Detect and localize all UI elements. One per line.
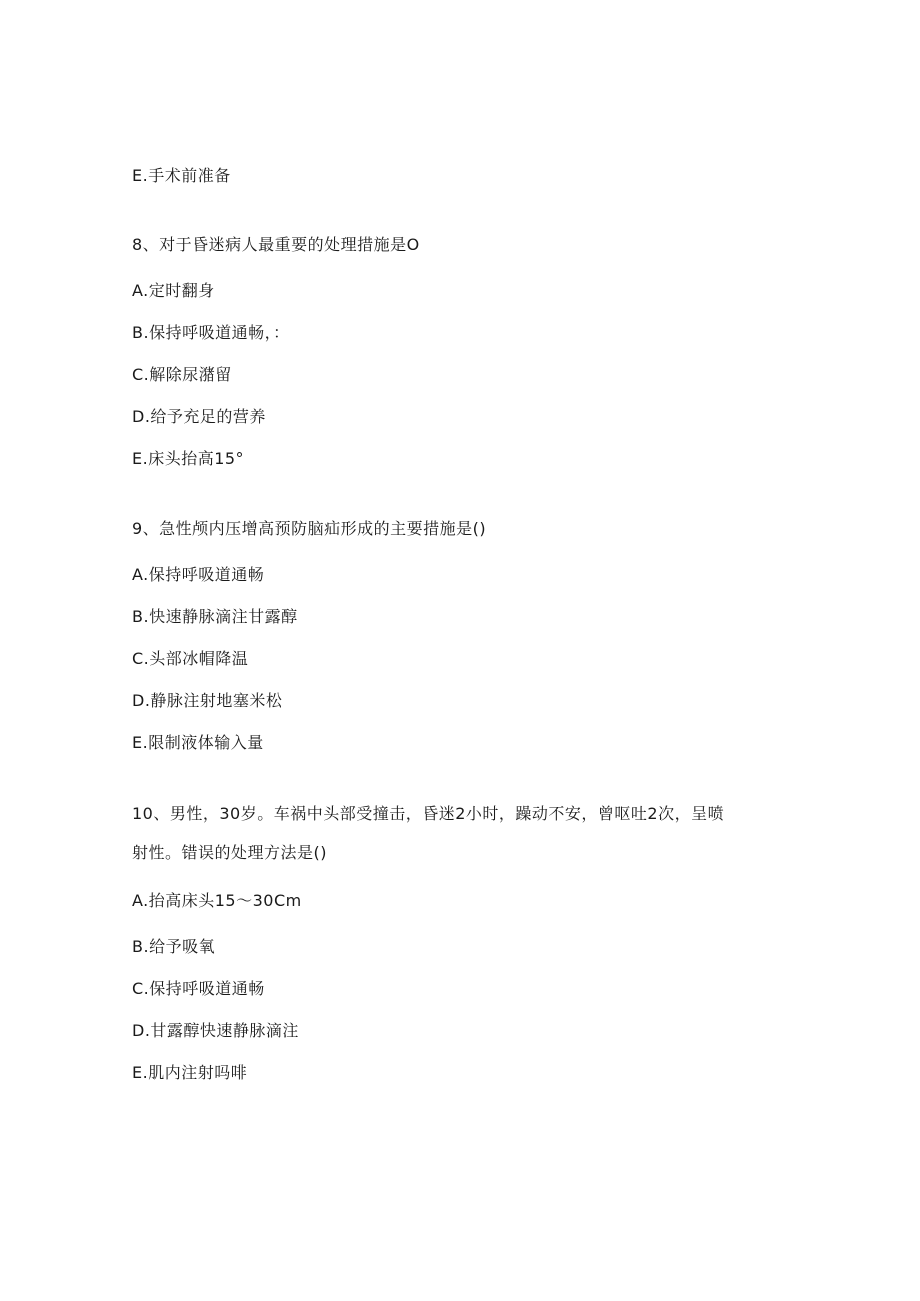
q9-option-e: E.限制液体输入量 (132, 733, 264, 752)
q10-stem-line2: 射性。错误的处理方法是() (132, 843, 327, 862)
q7-option-e: E.手术前准备 (132, 166, 231, 185)
q8-option-a: A.定时翻身 (132, 281, 215, 300)
q9-option-b: B.快速静脉滴注甘露醇 (132, 607, 298, 626)
q8-option-b: B.保持呼吸道通畅，： (132, 323, 290, 342)
q9-option-c: C.头部冰帽降温 (132, 649, 249, 668)
q10-option-c: C.保持呼吸道通畅 (132, 979, 265, 998)
q10-option-d: D.甘露醇快速静脉滴注 (132, 1021, 299, 1040)
q8-option-c: C.解除尿潴留 (132, 365, 232, 384)
q9-option-a: A.保持呼吸道通畅 (132, 565, 265, 584)
q8-stem: 8、对于昏迷病人最重要的处理措施是O (132, 235, 420, 254)
q8-option-d: D.给予充足的营养 (132, 407, 266, 426)
q9-stem: 9、急性颅内压增高预防脑疝形成的主要措施是() (132, 519, 487, 538)
q10-option-e: E.肌内注射吗啡 (132, 1063, 248, 1082)
q9-option-d: D.静脉注射地塞米松 (132, 691, 283, 710)
q10-option-a: A.抬高床头15～30Cm (132, 891, 302, 910)
q8-option-e: E.床头抬高15° (132, 449, 245, 468)
q10-stem-line1: 10、男性，30岁。车祸中头部受撞击，昏迷2小时，躁动不安，曾呕吐2次，呈喷 (132, 804, 725, 823)
q10-option-b: B.给予吸氧 (132, 937, 216, 956)
